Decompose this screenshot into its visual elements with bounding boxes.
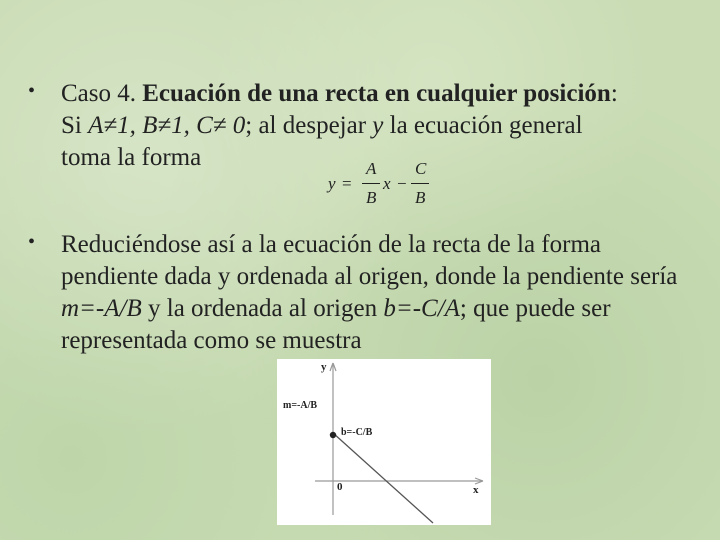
formula-denominator-b2: B: [415, 188, 426, 207]
formula-minus: −: [397, 174, 407, 193]
reduction-text-3: ; que puede ser representada como se muestra: [61, 295, 611, 354]
variable-y: y: [372, 112, 384, 139]
graph-background: [277, 359, 491, 525]
formula-x: x: [383, 174, 391, 193]
reduction-text: Reduciéndose así a la ecuación de la recta de la forma pendiente dada y ordenada al origen, donde la pendiente sería: [61, 231, 678, 290]
formula-numerator-a: A: [366, 159, 377, 178]
intercept-expression: b=-C/A: [383, 295, 460, 322]
case-prefix: Caso 4.: [61, 80, 143, 107]
formula-equals: =: [342, 174, 352, 193]
formula-lhs: y: [328, 174, 336, 193]
intercept-label: b=-C/B: [341, 427, 373, 438]
form-intro: toma la forma: [61, 144, 202, 171]
fraction-bar: [362, 183, 380, 184]
condition-values: A≠1, B≠1, C≠ 0: [88, 112, 246, 139]
formula-denominator-b: B: [366, 188, 377, 207]
y-axis-label: y: [321, 361, 327, 373]
condition-tail: la ecuación general: [383, 112, 583, 139]
origin-label: 0: [337, 481, 343, 493]
slope-label: m=-A/B: [283, 400, 318, 411]
condition-after: ; al despejar: [245, 112, 373, 139]
formula-numerator-c: C: [415, 159, 427, 178]
line-graph: [277, 359, 491, 525]
bullet-reduction: [61, 229, 702, 357]
bullet-marker: •: [28, 231, 36, 253]
slope-expression: m=-A/B: [61, 295, 142, 322]
reduction-text-2: y la ordenada al origen: [141, 295, 384, 322]
intercept-point: [330, 432, 336, 438]
condition-si: Si: [61, 112, 89, 139]
line-graph-svg: [277, 359, 491, 525]
bullet-marker: •: [28, 80, 36, 102]
fraction-bar: [411, 183, 429, 184]
slope-intercept-formula: [326, 158, 436, 210]
case-colon: :: [610, 80, 618, 107]
case-title: Ecuación de una recta en cualquier posición: [142, 80, 611, 107]
x-axis-label: x: [473, 484, 479, 496]
